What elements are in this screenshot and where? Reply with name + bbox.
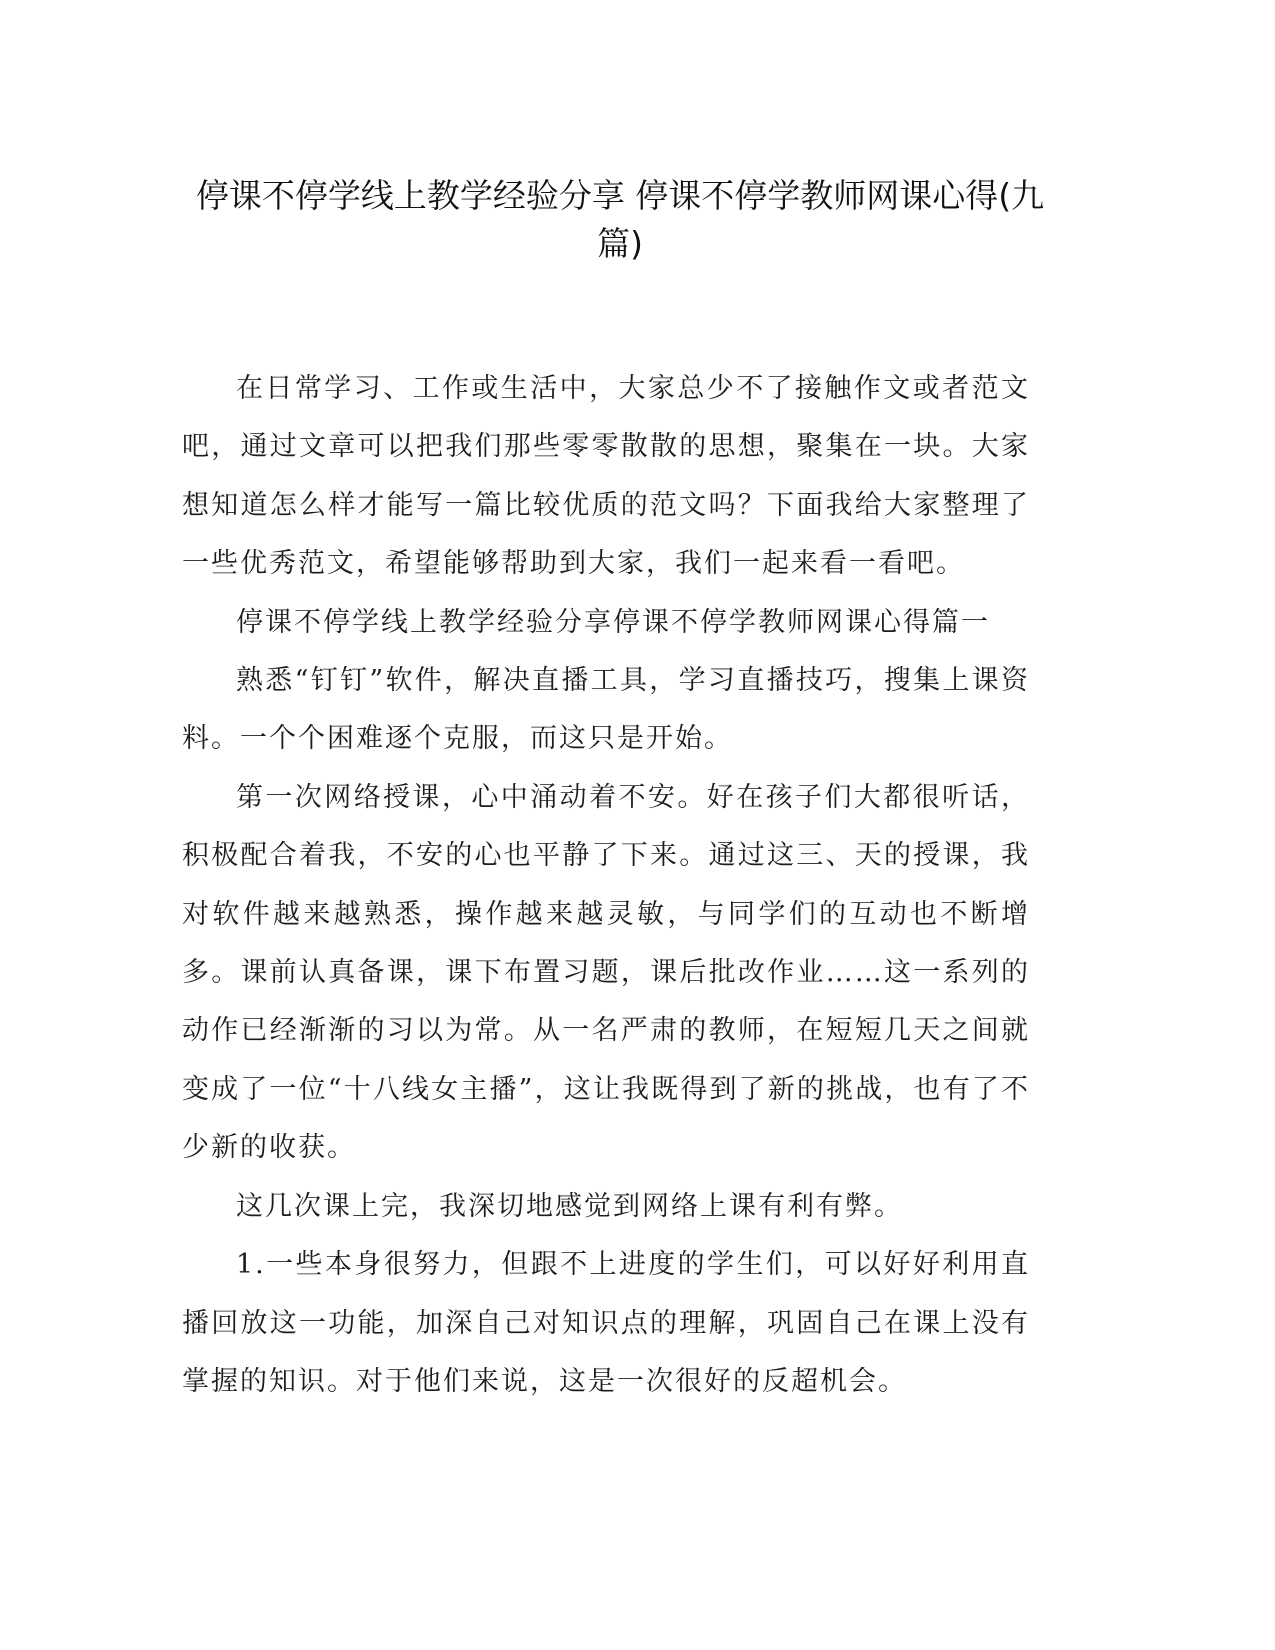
paragraph: 1.一些本身很努力，但跟不上进度的学生们，可以好好利用直播回放这一功能，加深自己对知识点的理解，巩固自己在课上没有掌握的知识。对于他们来说，这是一次很好的反超机会。 [182, 1249, 1030, 1397]
paragraph: 熟悉“钉钉”软件，解决直播工具，学习直播技巧，搜集上课资料。一个个困难逐个克服，而这只是开始。 [182, 665, 1030, 755]
document-title: 停课不停学线上教学经验分享 停课不停学教师网课心得(九篇) [195, 176, 1045, 263]
paragraph: 这几次课上完，我深切地感觉到网络上课有利有弊。 [236, 1190, 903, 1222]
document-body [182, 360, 1030, 1411]
paragraph-intro: 在日常学习、工作或生活中，大家总少不了接触作文或者范文吧，通过文章可以把我们那些零零散散的思想，聚集在一块。大家想知道怎么样才能写一篇比较优质的范文吗？下面我给大家整理了一些优秀范文，希望能够帮助到大家，我们一起来看一看吧。 [182, 373, 1030, 580]
paragraph: 第一次网络授课，心中涌动着不安。好在孩子们大都很听话，积极配合着我，不安的心也平静了下来。通过这三、天的授课，我对软件越来越熟悉，操作越来越灵敏，与同学们的互动也不断增多。课前认真备课，课下布置习题，课后批改作业……这一系列的动作已经渐渐的习以为常。从一名严肃的教师，在短短几天之间就变成了一位“十八线女主播”，这让我既得到了新的挑战，也有了不少新的收获。 [182, 781, 1030, 1164]
paragraph-section-heading: 停课不停学线上教学经验分享停课不停学教师网课心得篇一 [236, 606, 990, 638]
